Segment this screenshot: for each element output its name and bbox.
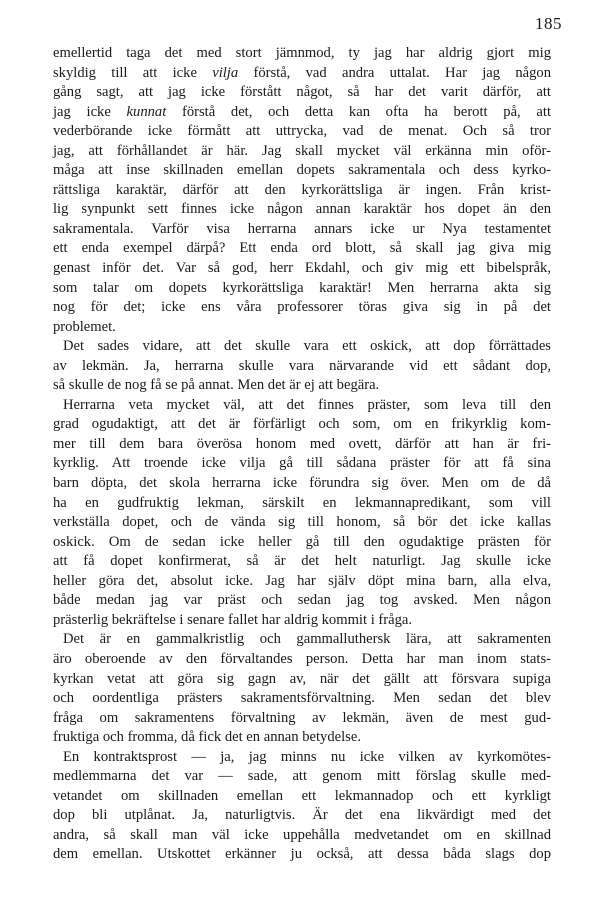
- text-run: Herrarna veta mycket väl, att det finnes präster, som leva till den: [63, 396, 551, 413]
- text-line: [53, 279, 551, 299]
- text-run: jag icke: [53, 103, 127, 120]
- text-line: [53, 650, 551, 670]
- text-line: [53, 200, 551, 220]
- text-run: dem emellan. Utskottet erkänner ju också, att dessa båda slags dop: [53, 846, 551, 863]
- text-line: [53, 767, 551, 787]
- paragraph: [53, 630, 551, 747]
- text-line: [53, 552, 551, 572]
- text-line: [53, 787, 551, 807]
- text-run: kyrklig. Att troende icke vilja gå till sådana präster för att få sina: [53, 455, 551, 472]
- text-run: nog för det; icke ens våra professorer töras giva sig in på det: [53, 299, 551, 316]
- text-line: [53, 122, 551, 142]
- paragraph: [53, 337, 551, 396]
- text-run: genast inför det. Var så god, herr Ekdahl, och giv mig ett bibelspråk,: [53, 260, 551, 277]
- text-line: [53, 494, 551, 514]
- paragraph: [53, 44, 551, 337]
- text-line: [53, 337, 551, 357]
- text-line: [53, 396, 551, 416]
- text-line: [53, 806, 551, 826]
- text-run: En kontraktsprost — ja, jag minns nu icke vilken av kyrkomötes-: [63, 748, 551, 765]
- text-line: [53, 748, 551, 768]
- text-run: ha en gudfruktig lekman, särskilt en lekmannapredikant, som vill: [53, 494, 551, 511]
- text-line: [53, 670, 551, 690]
- text-line: [53, 161, 551, 181]
- body-text: [53, 44, 551, 865]
- text-line: [53, 259, 551, 279]
- text-run: prästerlig bekräftelse i senare fallet har aldrig kommit i fråga.: [53, 611, 413, 628]
- paragraph: [53, 396, 551, 631]
- text-run: både medan jag var präst och sedan jag tog avsked. Men någon: [53, 592, 551, 609]
- text-line: [53, 318, 551, 338]
- text-line: [53, 64, 551, 84]
- text-run: heller göra det, absolut icke. Jag har själv döpt mina barn, alla elva,: [53, 572, 551, 589]
- text-line: [53, 572, 551, 592]
- text-run: av lekmän. Ja, herrarna skulle vara närvarande vid ett sådant dop,: [53, 357, 551, 374]
- text-line: [53, 533, 551, 553]
- text-line: [53, 181, 551, 201]
- text-run: sakramentala. Varför visa herrarna annars icke ur Nya testamentet: [53, 220, 551, 237]
- text-run: Det sades vidare, att det skulle vara ett oskick, att dop förrättades: [63, 338, 551, 355]
- text-line: [53, 357, 551, 377]
- text-run: vetandet om skillnaden emellan ett lekmannadop och ett kyrkligt: [53, 787, 551, 804]
- page-number: 185: [535, 14, 562, 33]
- text-line: [53, 435, 551, 455]
- text-run: så skulle de nog få se på annat. Men det är ej att begära.: [53, 377, 380, 394]
- text-run: gång sagt, att jag icke förstått något, så har det varit därför, att: [53, 84, 551, 101]
- text-run: andra, så skall man väl icke uppehålla medvetandet om en skillnad: [53, 826, 551, 843]
- text-line: [53, 454, 551, 474]
- text-line: [53, 103, 551, 123]
- text-line: [53, 826, 551, 846]
- text-line: [53, 611, 551, 631]
- text-line: [53, 415, 551, 435]
- text-run: lig synpunkt sett finnes icke någon annan karaktär hos dopet än den: [53, 201, 551, 218]
- paragraph: [53, 748, 551, 865]
- text-run: fruktiga och fromma, då fick det en annan betydelse.: [53, 729, 361, 746]
- text-line: [53, 591, 551, 611]
- text-run: att få dopet konfirmerat, så är det helt naturligt. Jag skulle icke: [53, 553, 551, 570]
- text-line: [53, 845, 551, 865]
- text-run: skyldig till att icke: [53, 64, 213, 81]
- text-run: mer till dem bara överösa honom med ovett, därför att han är fri-: [53, 435, 551, 452]
- text-run: vederbörande icke förmått att uttrycka, vad de menat. Och så tror: [53, 123, 551, 140]
- text-run: verkställa dopet, och de vända sig till honom, så bör det icke kallas: [53, 514, 551, 531]
- text-line: [53, 83, 551, 103]
- text-run: fråga om sakramentens förvaltning av lekmän, även de mest gud-: [53, 709, 551, 726]
- text-run: grad ogudaktigt, att det är förfärligt och som, om en frikyrklig kom-: [53, 416, 551, 433]
- text-line: [53, 474, 551, 494]
- text-line: [53, 239, 551, 259]
- text-run: barn döpta, det skola herrarna icke förundra sig över. Men om de då: [53, 475, 551, 492]
- text-line: [53, 689, 551, 709]
- text-run: förstå, vad andra uttalat. Har jag någon: [238, 64, 551, 81]
- text-line: [53, 728, 551, 748]
- text-run: problemet.: [53, 318, 116, 335]
- text-run: måga att inse skillnaden emellan dopets sakramentala och dess kyrko-: [53, 162, 551, 179]
- text-line: [53, 220, 551, 240]
- emphasized-word: kunnat: [126, 103, 167, 120]
- text-run: kyrkan vetat att göra sig gagn av, när det gällt att försvara supiga: [53, 670, 551, 687]
- text-line: [53, 376, 551, 396]
- text-line: [53, 630, 551, 650]
- text-run: förstå det, och detta kan ofta ha berott på, att: [166, 103, 551, 120]
- text-line: [53, 298, 551, 318]
- text-line: [53, 709, 551, 729]
- text-run: oskick. Om de sedan icke heller gå till den ogudaktige prästen för: [53, 533, 551, 550]
- text-line: [53, 44, 551, 64]
- text-run: ett enda exempel därpå? Ett enda ord blott, så skall jag giva mig: [53, 240, 551, 257]
- text-run: medlemmarna det var — sade, att genom mitt förslag skulle med-: [53, 768, 551, 785]
- text-run: jag, att förhållandet är här. Jag skall mycket väl erkänna min oför-: [53, 142, 551, 159]
- text-run: äro oberoende av den förvaltandes person. Detta har man inom stats-: [53, 650, 551, 667]
- emphasized-word: vilja: [212, 64, 239, 81]
- text-run: rättsliga karaktär, därför att den kyrkorättsliga är ingen. Från krist-: [53, 181, 551, 198]
- text-line: [53, 513, 551, 533]
- text-run: Det är en gammalkristlig och gammalluthersk lära, att sakramenten: [63, 631, 551, 648]
- text-run: emellertid taga det med stort jämnmod, ty jag har aldrig gjort mig: [53, 45, 551, 61]
- text-run: dop bli utplånat. Ja, naturligtvis. Är det ena likvärdigt med det: [53, 807, 551, 824]
- text-run: som talar om dopets kyrkorättsliga karaktär! Men herrarna akta sig: [53, 279, 551, 296]
- text-run: och oordentliga prästers sakramentsförvaltning. Men sedan det blev: [53, 690, 551, 707]
- text-line: [53, 142, 551, 162]
